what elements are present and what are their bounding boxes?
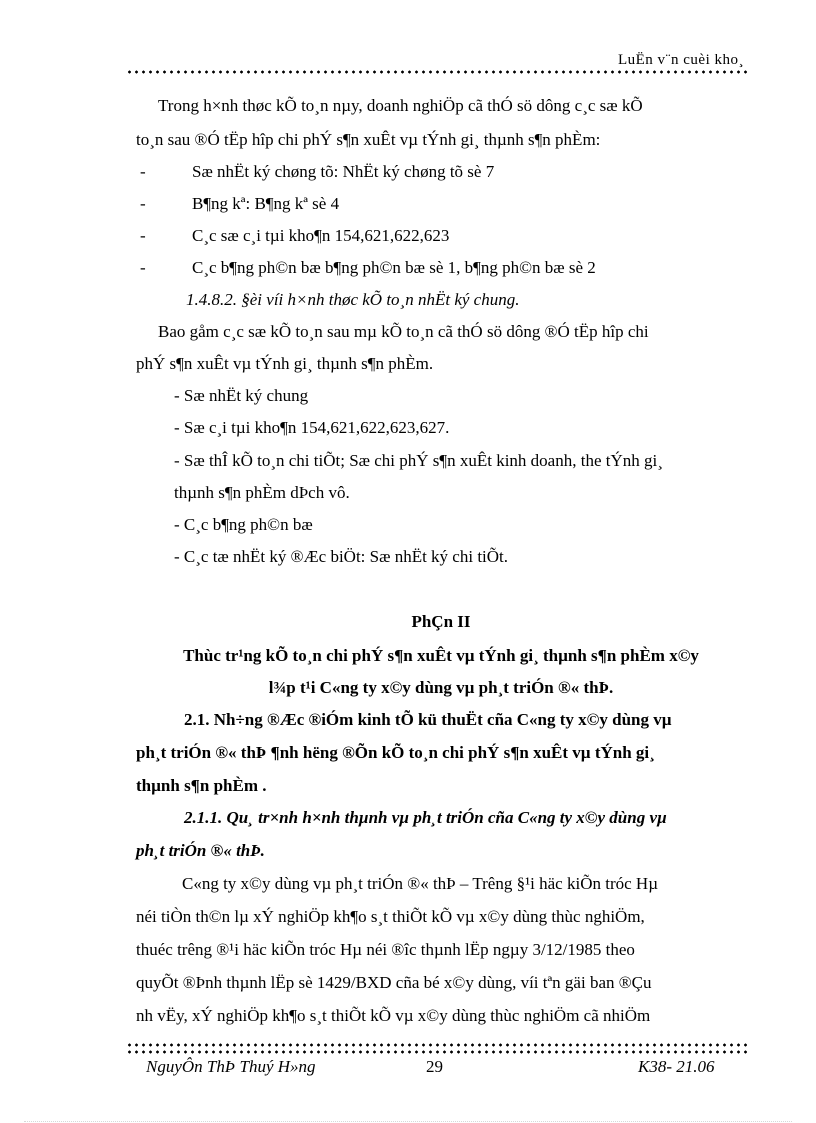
footer-author: NguyÔn ThÞ Thuý H»ng	[146, 1057, 316, 1076]
footer-dotted-rule-2	[126, 1050, 750, 1054]
list-item-6: - Sæ c¸i tµi kho¶n 154,621,622,623,627.	[174, 418, 450, 437]
paragraph-3-line-1: C«ng ty x©y dùng vµ ph¸t triÓn ®« thÞ – Trêng §¹i häc kiÕn tróc Hµ	[182, 874, 658, 893]
list-dash: -	[140, 194, 146, 213]
part-subtitle-line-1: Thùc tr¹ng kÕ to¸n chi phÝ s¶n xuÊt vµ tÝnh gi¸ thµnh s¶n phÈm x©y	[183, 646, 699, 665]
list-item-text: Sæ nhËt ký chøng tõ: NhËt ký chøng tõ sè 7	[192, 162, 495, 181]
list-item-4	[140, 258, 596, 278]
section-2-1-line-1: 2.1. Nh÷ng ®Æc ®iÓm kinh tÕ kü thuËt cña C«ng ty x©y dùng vµ	[184, 710, 672, 729]
list-item-text: C¸c sæ c¸i tµi kho¶n 154,621,622,623	[192, 226, 450, 245]
section-2-1-1-line-2: ph¸t triÓn ®« thÞ.	[136, 841, 265, 860]
list-item-3	[140, 226, 449, 246]
part-subtitle-line-2: l¾p t¹i C«ng ty x©y dùng vµ ph¸t triÓn ®« thÞ.	[268, 678, 614, 697]
paragraph-2-line-2: phÝ s¶n xuÊt vµ tÝnh gi¸ thµnh s¶n phÈm.	[136, 354, 434, 373]
list-item-text: B¶ng kª: B¶ng kª sè 4	[192, 194, 340, 213]
section-2-1-1-line-1: 2.1.1. Qu¸ tr×nh h×nh thµnh vµ ph¸t triÓn cña C«ng ty x©y dùng vµ	[184, 808, 667, 827]
paragraph-3-line-2: néi tiÒn th©n lµ xÝ nghiÖp kh¶o s¸t thiÕt kÕ vµ x©y dùng thùc nghiÖm,	[136, 907, 645, 926]
list-dash: -	[140, 162, 146, 181]
section-2-1-line-2: ph¸t triÓn ®« thÞ ¶nh hëng ®Õn kÕ to¸n chi phÝ s¶n xuÊt vµ tÝnh gi¸	[136, 743, 655, 762]
list-dash: -	[140, 226, 146, 245]
part-title: PhÇn II	[411, 612, 471, 631]
list-item-5: - Sæ nhËt ký chung	[174, 386, 309, 405]
paragraph-1-line-1: Trong h×nh thøc kÕ to¸n nµy, doanh nghiÖp cã thÓ sö dông c¸c sæ kÕ	[158, 96, 643, 115]
paragraph-3-line-5: nh vËy, xÝ nghiÖp kh¶o s¸t thiÕt kÕ vµ x©y dùng thùc nghiÖm cã nhiÖm	[136, 1006, 651, 1025]
sub-heading-1-4-8-2: 1.4.8.2. §èi víi h×nh thøc kÕ to¸n nhËt ký chung.	[186, 290, 520, 309]
list-item-2	[140, 194, 339, 214]
section-2-1-line-3: thµnh s¶n phÈm .	[136, 776, 267, 795]
list-dash: -	[140, 258, 146, 277]
list-item-9: - C¸c tæ nhËt ký ®Æc biÖt: Sæ nhËt ký chi tiÕt.	[174, 547, 509, 566]
header-dotted-rule	[126, 70, 750, 74]
page-number: 29	[426, 1057, 443, 1076]
list-item-7-line-1: - Sæ thÎ kÕ to¸n chi tiÕt; Sæ chi phÝ s¶n xuÊt kinh doanh, the tÝnh gi¸	[174, 451, 663, 470]
paragraph-3-line-3: thuéc trêng ®¹i häc kiÕn tróc Hµ néi ®îc thµnh lËp ngµy 3/12/1985 theo	[136, 940, 635, 959]
paragraph-3-line-4: quyÕt ®Þnh thµnh lËp sè 1429/BXD cña bé x©y dùng, víi tªn gäi ban ®Çu	[136, 973, 652, 992]
list-item-1	[140, 162, 494, 182]
running-header: LuËn v¨n cuèi kho¸	[617, 52, 744, 68]
list-item-7-line-2: thµnh s¶n phÈm dÞch vô.	[174, 483, 350, 502]
paragraph-1-line-2: to¸n sau ®Ó tËp hîp chi phÝ s¶n xuÊt vµ tÝnh gi¸ thµnh s¶n phÈm:	[136, 130, 601, 149]
footer-class-code: K38- 21.06	[638, 1057, 715, 1076]
list-item-text: C¸c b¶ng ph©n bæ b¶ng ph©n bæ sè 1, b¶ng ph©n bæ sè 2	[192, 258, 596, 277]
paragraph-2-line-1: Bao gåm c¸c sæ kÕ to¸n sau mµ kÕ to¸n cã thÓ sö dông ®Ó tËp hîp chi	[158, 322, 649, 341]
footer-dotted-rule-1	[126, 1043, 750, 1047]
list-item-8: - C¸c b¶ng ph©n bæ	[174, 515, 313, 534]
